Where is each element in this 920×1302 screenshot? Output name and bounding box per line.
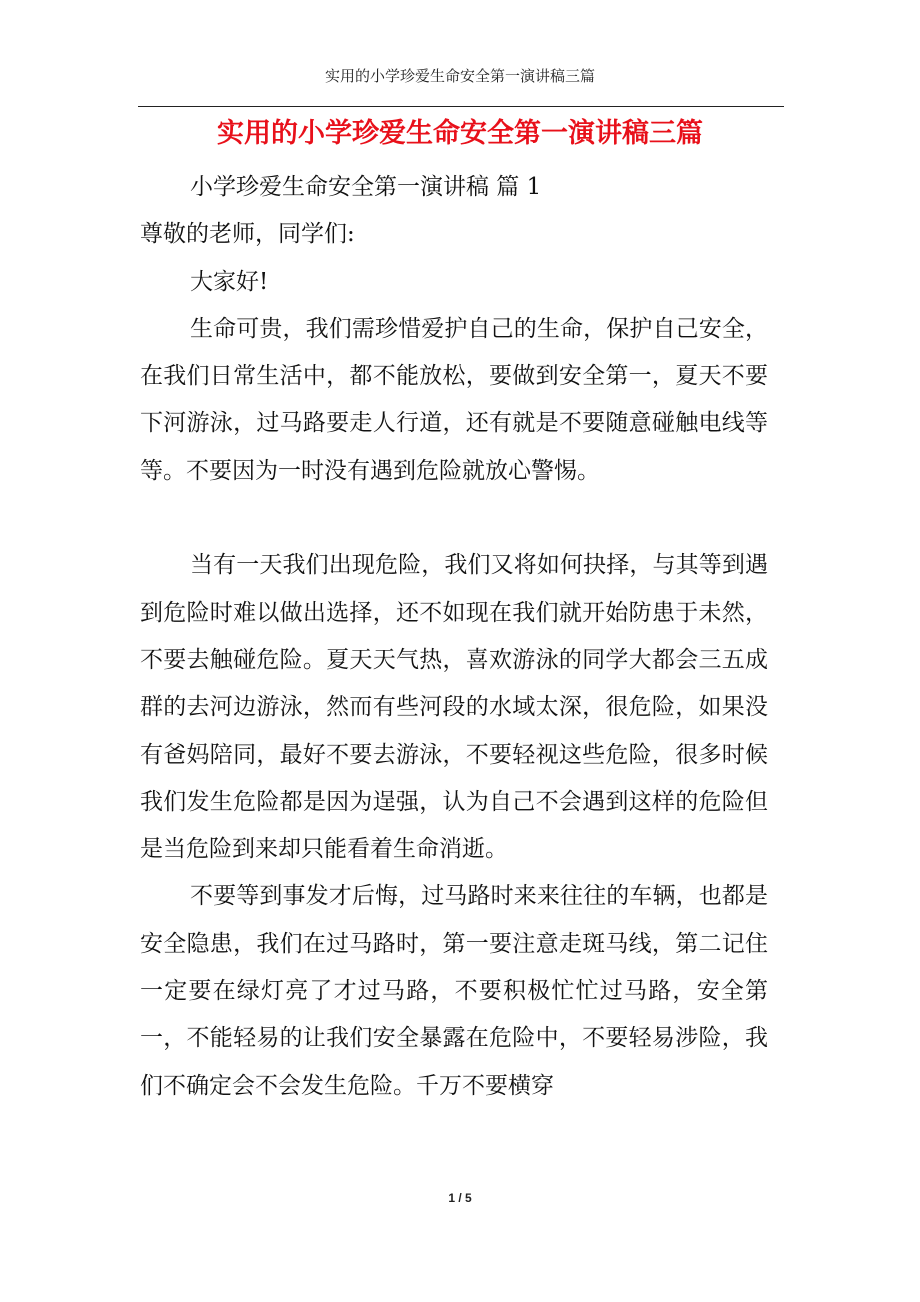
document-body [140, 164, 768, 1110]
body-paragraph: 当有一天我们出现危险，我们又将如何抉择，与其等到遇到危险时难以做出选择，还不如现在我们就开始防患于未然，不要去触碰危险。夏天天气热，喜欢游泳的同学大都会三五成群的去河边游泳，然而有些河段的水域太深，很危险，如果没有爸妈陪同，最好不要去游泳，不要轻视这些危险，很多时候我们发生危险都是因为逞强，认为自己不会遇到这样的危险但是当危险到来却只能看着生命消逝。 [140, 552, 768, 863]
section-heading: 小学珍爱生命安全第一演讲稿 篇 1 [190, 174, 542, 200]
paragraph-spacer [140, 495, 768, 542]
header-rule [138, 106, 784, 107]
salutation: 尊敬的老师，同学们: [140, 221, 355, 248]
page-number: 1 / 5 [448, 1191, 472, 1205]
body-paragraph: 不要等到事发才后悔，过马路时来来往往的车辆，也都是安全隐患，我们在过马路时，第一要注意走斑马线，第二记住一定要在绿灯亮了才过马路，不要积极忙忙过马路，安全第一，不能轻易的让我们安全暴露在危险中，不要轻易涉险，我们不确定会不会发生危险。千万不要横穿 [140, 883, 768, 1099]
running-header: 实用的小学珍爱生命安全第一演讲稿三篇 [324, 67, 595, 85]
document-title: 实用的小学珍爱生命安全第一演讲稿三篇 [217, 118, 703, 149]
body-paragraph: 生命可贵，我们需珍惜爱护自己的生命，保护自己安全，在我们日常生活中，都不能放松，要做到安全第一，夏天不要下河游泳，过马路要走人行道，还有就是不要随意碰触电线等等。不要因为一时没有遇到危险就放心警惕。 [140, 315, 768, 484]
greeting: 大家好! [190, 268, 269, 295]
